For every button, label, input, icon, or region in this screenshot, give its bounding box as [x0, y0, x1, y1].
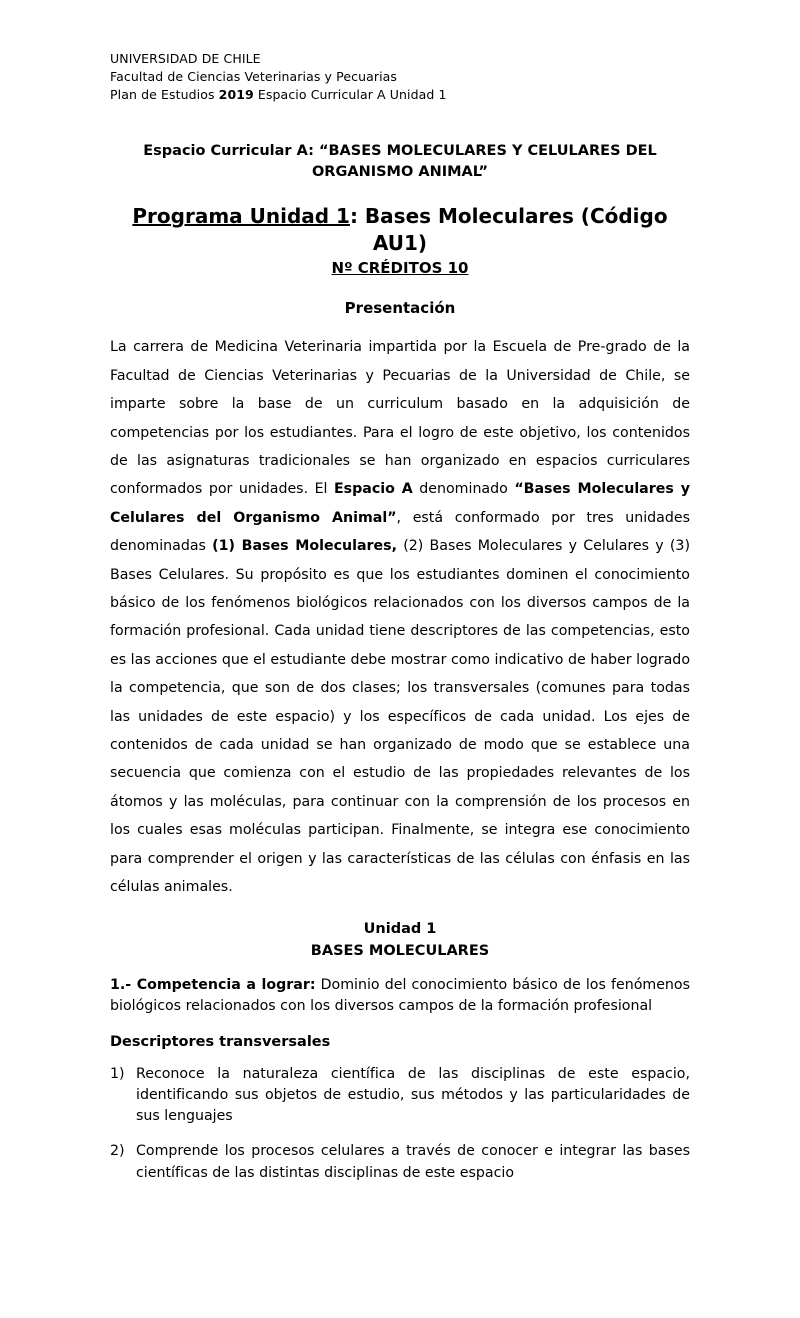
title-programa-rest: : Bases Moleculares (Código AU1) [349, 204, 668, 256]
presentacion-seg-3: , está conformado por tres unidades denominadas [110, 509, 691, 555]
list-item-marker: 2) [110, 1143, 125, 1160]
list-item-marker: 1) [110, 1065, 125, 1082]
presentacion-seg-4: (2) Bases Moleculares y Celulares y (3) Bases Celulares. Su propósito es que los estudiantes dominen el conocimiento básico de los fenómenos biológicos relacionados con los diversos campos de la formación profesional. Cada unidad tiene descriptores de las competencias, esto es las acciones que el estudiante debe mostrar como indicativo de haber logrado la competencia, que son de dos clases; los transversales (comunes para todas las unidades de este espacio) y los específicos de cada unidad. Los ejes de contenidos de cada unidad se han organizado de modo que se establece una secuencia que comienza con el estudio de las propiedades relevantes de los átomos y las moléculas, para continuar con la comprensión de los procesos en los cuales esas moléculas participan. Finalmente, se integra ese conocimiento para comprender el origen y las características de las células con énfasis en las células animales. [110, 538, 690, 895]
list-item-text: Reconoce la naturaleza científica de las disciplinas de este espacio, identificando sus objetos de estudio, sus métodos y las particularidades de sus lenguajes [136, 1065, 690, 1125]
header-plan [110, 86, 690, 104]
competencia-paragraph [110, 975, 690, 1018]
presentacion-seg-2: denominado [412, 481, 515, 498]
unidad-heading-line2: BASES MOLECULARES [310, 943, 490, 960]
title-espacio-curricular: Espacio Curricular A: “BASES MOLECULARES Y CELULARES DEL ORGANISMO ANIMAL” [143, 143, 657, 181]
header-plan-suffix: Espacio Curricular A Unidad 1 [253, 86, 447, 102]
presentacion-paragraph [110, 333, 690, 901]
presentacion-bold-title: “Bases Moleculares y Celulares del Organismo Animal” [110, 481, 690, 526]
presentacion-bold-espacio-a: Espacio A [333, 481, 413, 498]
unidad-heading-line1: Unidad 1 [363, 921, 437, 938]
presentacion-seg-1: La carrera de Medicina Veterinaria impartida por la Escuela de Pre-grado de la Facultad de Ciencias Veterinarias y Pecuarias de la Universidad de Chile, se imparte sobre la base de un curriculum basado en la adquisición de competencias por los estudiantes. Para el logro de este objetivo, los contenidos de las asignaturas tradicionales se han organizado en espacios curriculares conformados por unidades. El [110, 339, 690, 498]
header-plan-prefix: Plan de Estudios [110, 86, 219, 102]
unidad-heading [110, 919, 690, 963]
header-plan-year: 2019 [218, 86, 254, 102]
competencia-label: 1.- Competencia a lograr: [110, 976, 316, 993]
creditos-line: Nº CRÉDITOS 10 [331, 259, 469, 278]
competencia-text: Dominio del conocimiento básico de los fenómenos biológicos relacionados con los diversos campos de la formación profesional [110, 976, 690, 1015]
document-header [110, 50, 690, 103]
header-faculty: Facultad de Ciencias Veterinarias y Pecuarias [110, 68, 398, 84]
list-item-text: Comprende los procesos celulares a través de conocer e integrar las bases científicas de las distintas disciplinas de este espacio [136, 1143, 690, 1181]
presentacion-heading: Presentación [344, 299, 456, 318]
descriptores-heading: Descriptores transversales [110, 1033, 331, 1050]
title-programa-unidad [110, 203, 690, 257]
list-item [110, 1064, 690, 1128]
title-programa-underlined: Programa Unidad 1 [132, 204, 350, 229]
descriptores-list [110, 1064, 690, 1184]
list-item [110, 1141, 690, 1184]
presentacion-bold-unidad1: (1) Bases Moleculares, [212, 538, 397, 555]
header-university: UNIVERSIDAD DE CHILE [110, 51, 261, 66]
